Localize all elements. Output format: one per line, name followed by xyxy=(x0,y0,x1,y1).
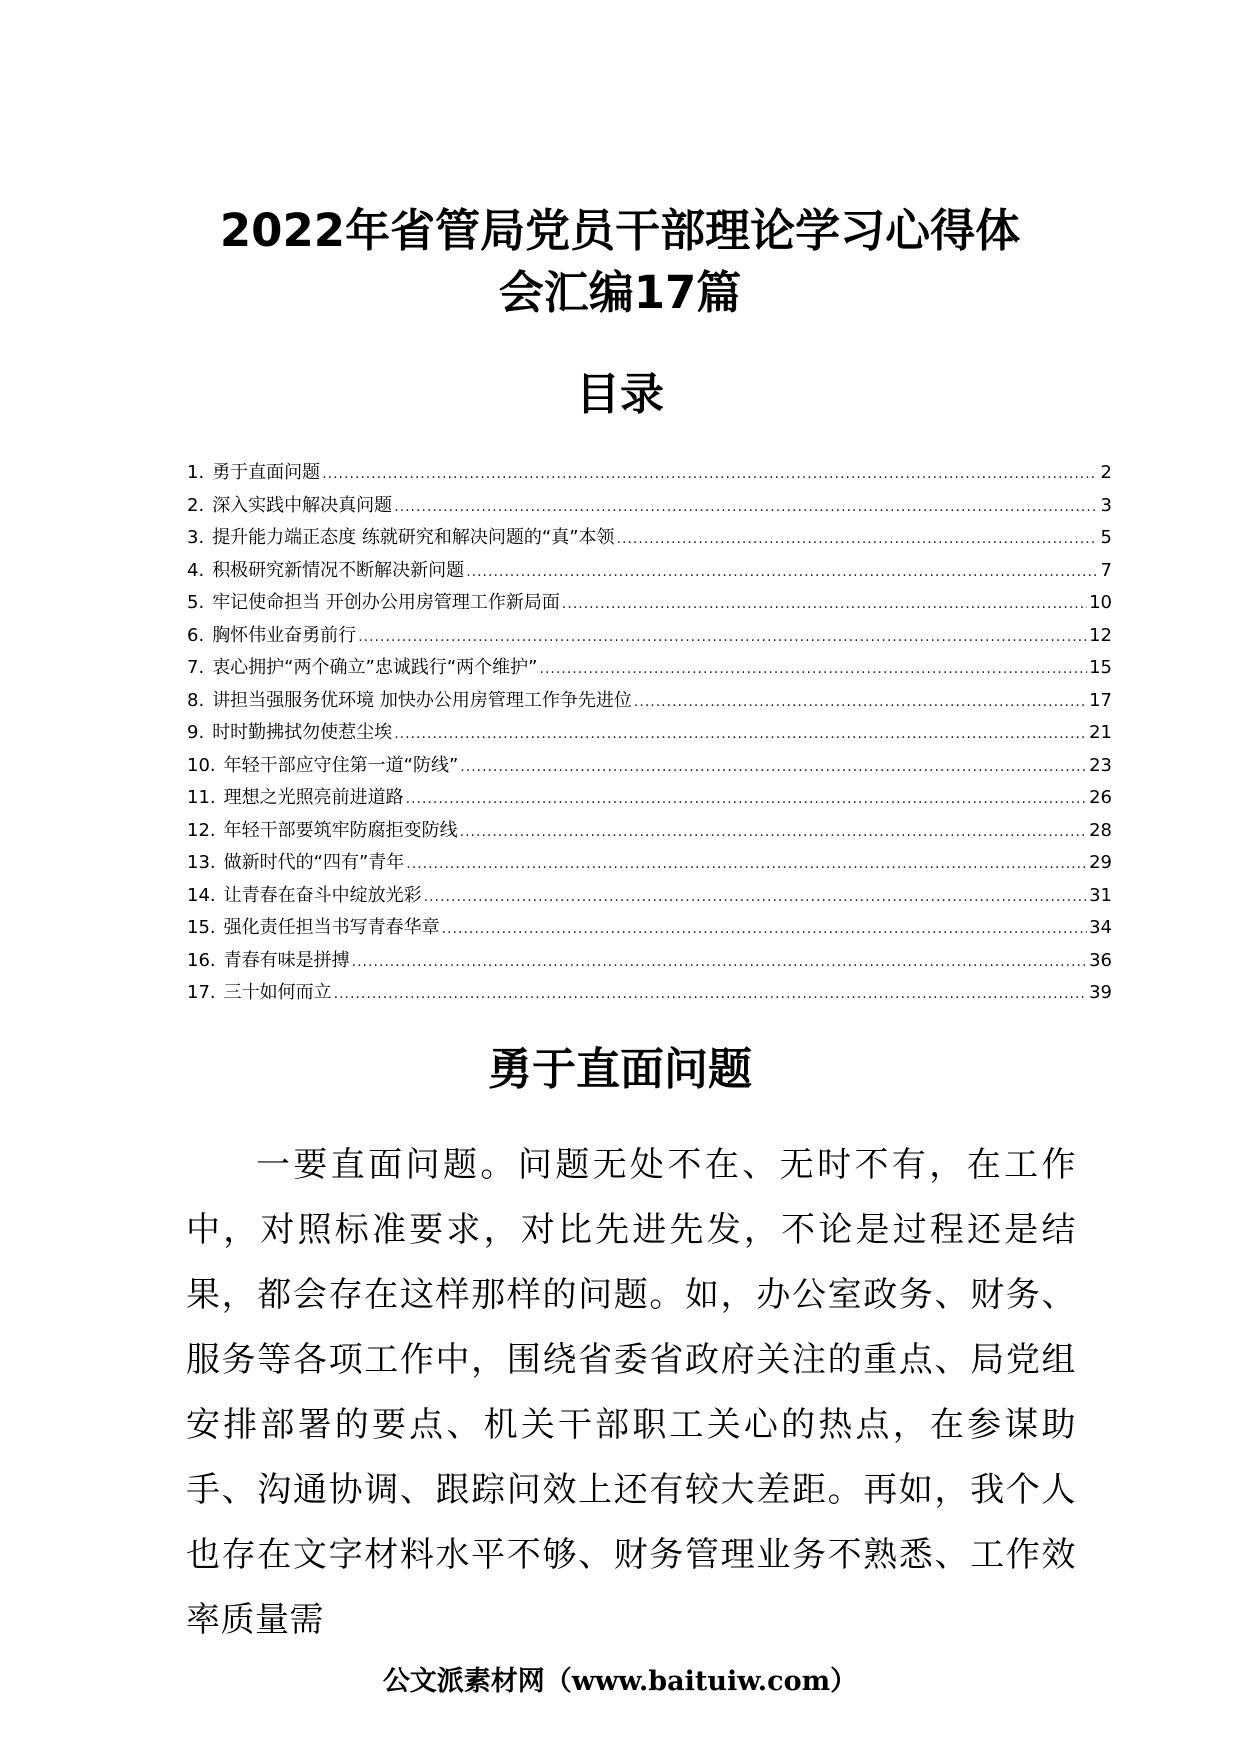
toc-entry-page-number: 29 xyxy=(1089,852,1112,873)
toc-dot-leader xyxy=(334,978,1087,1011)
toc-entry-number: 12. xyxy=(187,819,216,841)
toc-entry-title: 时时勤拂拭勿使惹尘埃 xyxy=(212,722,393,743)
toc-entry-title: 让青春在奋斗中绽放光彩 xyxy=(223,884,422,906)
toc-entry-page-number: 34 xyxy=(1089,917,1112,938)
toc-dot-leader xyxy=(540,653,1088,686)
toc-entry-page-number: 5 xyxy=(1100,527,1112,548)
toc-dot-leader xyxy=(352,946,1087,979)
toc-dot-leader xyxy=(460,751,1087,784)
toc-entry-page-number: 39 xyxy=(1089,982,1112,1003)
toc-entry-page-number: 12 xyxy=(1089,624,1112,646)
toc-entry-title: 年轻干部应守住第一道“防线” xyxy=(223,754,459,776)
toc-entry-number: 15. xyxy=(187,917,216,938)
toc-entry[interactable] xyxy=(187,847,1112,880)
toc-entry[interactable] xyxy=(187,977,1112,1010)
toc-entry-title: 三十如何而立 xyxy=(223,982,332,1003)
toc-entry-page-number: 28 xyxy=(1089,819,1112,841)
toc-entry[interactable] xyxy=(187,652,1112,685)
toc-entry-number: 6. xyxy=(187,624,205,646)
toc-dot-leader xyxy=(466,556,1096,589)
toc-entry-number: 11. xyxy=(187,787,216,808)
toc-dot-leader xyxy=(406,783,1087,816)
toc-entry-number: 5. xyxy=(187,592,205,613)
toc-entry[interactable] xyxy=(187,522,1112,555)
toc-entry[interactable] xyxy=(187,555,1112,588)
toc-entry[interactable] xyxy=(187,750,1112,783)
toc-entry-page-number: 17 xyxy=(1089,689,1112,711)
toc-entry-title: 讲担当强服务优环境 加快办公用房管理工作争先进位 xyxy=(212,689,632,711)
toc-entry-number: 14. xyxy=(187,884,216,906)
toc-entry-title: 勇于直面问题 xyxy=(212,462,321,483)
toc-entry-page-number: 21 xyxy=(1089,722,1112,743)
toc-dot-leader xyxy=(442,913,1087,946)
toc-entry-title: 牢记使命担当 开创办公用房管理工作新局面 xyxy=(212,592,560,613)
toc-dot-leader xyxy=(617,523,1096,556)
body-paragraph: 一要直面问题。问题无处不在、无时不有，在工作中，对照标准要求，对比先进先发，不论是过程还是结果，都会存在这样那样的问题。如，办公室政务、财务、服务等各项工作中，围绕省委省政府关注的重点、局党组安排部署的要点、机关干部职工关心的热点，在参谋助手、沟通协调、跟踪问效上还有较大差距。再如，我个人也存在文字材料水平不够、财务管理业务不熟悉、工作效率质量需 xyxy=(186,1145,1076,1640)
toc-dot-leader xyxy=(394,491,1096,524)
toc-entry-page-number: 36 xyxy=(1089,949,1112,971)
toc-entry[interactable] xyxy=(187,945,1112,978)
toc-dot-leader xyxy=(406,848,1087,881)
toc-entry-page-number: 10 xyxy=(1089,592,1112,613)
section-heading: 勇于直面问题 xyxy=(488,1044,752,1095)
toc-entry-page-number: 26 xyxy=(1089,787,1112,808)
toc-entry[interactable] xyxy=(187,782,1112,815)
toc-entry-title: 年轻干部要筑牢防腐拒变防线 xyxy=(223,819,458,841)
toc-entry-title: 青春有味是拼搏 xyxy=(223,949,350,971)
footer-watermark: 公文派素材网（www.baituiw.com） xyxy=(382,1666,858,1697)
toc-entry[interactable] xyxy=(187,587,1112,620)
toc-dot-leader xyxy=(322,458,1096,491)
toc-entry-page-number: 15 xyxy=(1089,657,1112,678)
toc-entry-title: 提升能力端正态度 练就研究和解决问题的“真”本领 xyxy=(212,527,615,548)
toc-entry-page-number: 3 xyxy=(1100,494,1112,516)
toc-entry-title: 胸怀伟业奋勇前行 xyxy=(212,624,357,646)
toc-entry-page-number: 7 xyxy=(1100,559,1112,581)
toc-entry-page-number: 31 xyxy=(1089,884,1112,906)
toc-entry-number: 17. xyxy=(187,982,216,1003)
toc-entry[interactable] xyxy=(187,685,1112,718)
toc-entry[interactable] xyxy=(187,620,1112,653)
toc-entry-title: 做新时代的“四有”青年 xyxy=(223,852,405,873)
toc-entry-title: 衷心拥护“两个确立”忠诚践行“两个维护” xyxy=(212,657,538,678)
toc-entry-number: 4. xyxy=(187,559,205,581)
toc-entry-number: 7. xyxy=(187,657,205,678)
toc-heading: 目录 xyxy=(576,369,664,420)
toc-entry-number: 9. xyxy=(187,722,205,743)
toc-entry-page-number: 23 xyxy=(1089,754,1112,776)
toc-entry-title: 强化责任担当书写青春华章 xyxy=(223,917,440,938)
toc-entry-title: 深入实践中解决真问题 xyxy=(212,494,393,516)
toc-entry-number: 16. xyxy=(187,949,216,971)
toc-entry-page-number: 2 xyxy=(1100,462,1112,483)
toc-dot-leader xyxy=(358,621,1087,654)
toc-entry[interactable] xyxy=(187,815,1112,848)
toc-entry-number: 10. xyxy=(187,754,216,776)
toc-entry-number: 13. xyxy=(187,852,216,873)
toc-dot-leader xyxy=(394,718,1087,751)
table-of-contents xyxy=(187,457,1112,1010)
toc-entry-number: 8. xyxy=(187,689,205,711)
toc-dot-leader xyxy=(634,686,1087,719)
toc-entry[interactable] xyxy=(187,912,1112,945)
toc-entry-number: 3. xyxy=(187,527,205,548)
document-title-line-2: 会汇编17篇 xyxy=(498,266,742,319)
toc-entry-title: 理想之光照亮前进道路 xyxy=(223,787,404,808)
toc-entry[interactable] xyxy=(187,457,1112,490)
toc-entry-title: 积极研究新情况不断解决新问题 xyxy=(212,559,465,581)
toc-entry-number: 1. xyxy=(187,462,205,483)
toc-entry[interactable] xyxy=(187,880,1112,913)
toc-dot-leader xyxy=(460,816,1087,849)
toc-dot-leader xyxy=(562,588,1087,621)
document-title-line-1: 2022年省管局党员干部理论学习心得体 xyxy=(219,204,1021,257)
toc-entry-number: 2. xyxy=(187,494,205,516)
toc-entry[interactable] xyxy=(187,490,1112,523)
toc-entry[interactable] xyxy=(187,717,1112,750)
toc-dot-leader xyxy=(424,881,1087,914)
